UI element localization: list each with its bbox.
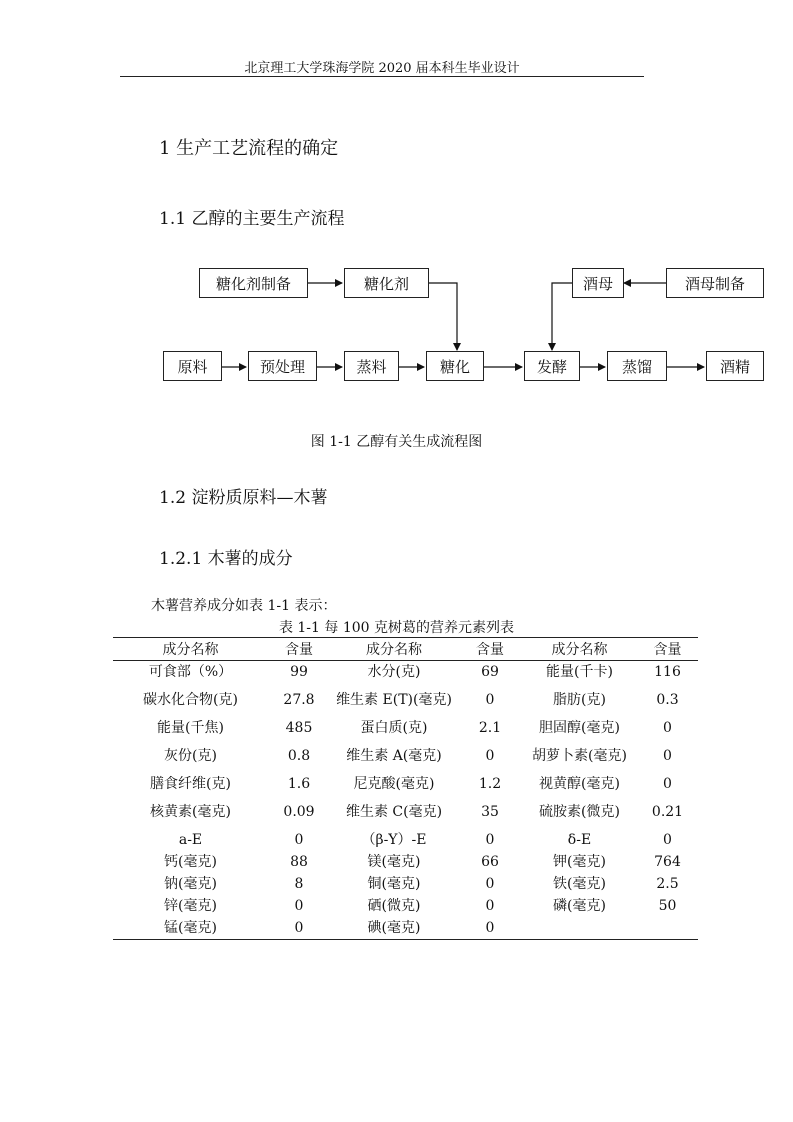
- section-1-2-1-title: 1.2.1 木薯的成分: [159, 549, 293, 569]
- table-cell: 0: [485, 919, 495, 936]
- table-cell: 0.09: [283, 803, 315, 820]
- table-cell: [522, 917, 637, 940]
- flow-box-saccharifying-agent: 糖化剂: [344, 268, 429, 298]
- table-row: [113, 917, 698, 940]
- table-cell: 8: [294, 875, 304, 892]
- table-cell: 能量(千焦): [157, 719, 224, 736]
- section-1-title: 1 生产工艺流程的确定: [159, 138, 339, 159]
- table-row: [113, 683, 698, 717]
- table-cell: 可食部（%）: [148, 663, 233, 680]
- table-cell: 0.3: [656, 691, 679, 708]
- flow-box-yeast: 酒母: [572, 268, 624, 298]
- table-title: 表 1-1 每 100 克树葛的营养元素列表: [278, 620, 515, 636]
- table-header-cell: 成分名称: [113, 638, 268, 661]
- table-header-cell: 含量: [458, 638, 522, 661]
- table-cell: 钠(毫克): [164, 875, 217, 892]
- table-cell: a-E: [178, 831, 203, 848]
- table-cell: 99: [290, 663, 308, 680]
- nutrition-table: [113, 637, 698, 940]
- table-cell: 0: [485, 747, 495, 764]
- table-cell: 铁(毫克): [553, 875, 606, 892]
- table-cell: 维生素 A(毫克): [346, 747, 442, 764]
- table-cell: 核黄素(毫克): [150, 803, 231, 820]
- table-cell: 764: [654, 853, 681, 870]
- table-header-cell: 成分名称: [522, 638, 637, 661]
- table-cell: 0: [663, 775, 672, 792]
- table-cell: 0: [485, 831, 495, 848]
- table-row: [113, 895, 698, 917]
- table-cell: 尼克酸(毫克): [353, 775, 435, 792]
- table-row: [113, 851, 698, 873]
- table-cell: 脂肪(克): [553, 691, 606, 708]
- figure-caption: 图 1-1 乙醇有关生成流程图: [310, 434, 483, 450]
- page-header: 北京理工大学珠海学院 2020 届本科生毕业设计: [244, 61, 520, 76]
- table-cell: 维生素 C(毫克): [345, 803, 443, 820]
- table-cell: 116: [654, 663, 681, 680]
- flow-box-saccharifying-agent-prep: 糖化剂制备: [199, 268, 308, 298]
- table-cell: 0.8: [287, 747, 311, 764]
- section-1-2-title: 1.2 淀粉质原料—木薯: [159, 488, 328, 508]
- table-cell: 0: [485, 875, 495, 892]
- section-1-1-title: 1.1 乙醇的主要生产流程: [159, 209, 345, 229]
- table-row: [113, 739, 698, 773]
- table-cell: 碳水化合物(克): [143, 691, 238, 708]
- flow-box-distillation: 蒸馏: [607, 351, 667, 381]
- table-cell: 能量(千卡): [546, 663, 613, 680]
- table-cell: 镁(毫克): [367, 853, 421, 870]
- table-cell: 膳食纤维(克): [150, 775, 231, 792]
- table-row: [113, 661, 698, 684]
- table-cell: 66: [481, 853, 499, 870]
- table-row: [113, 717, 698, 739]
- flow-box-pretreatment: 预处理: [248, 351, 317, 381]
- table-row: [113, 873, 698, 895]
- flow-box-yeast-prep: 酒母制备: [666, 268, 764, 298]
- table-cell: 0: [663, 747, 672, 764]
- table-cell: 碘(毫克): [367, 919, 421, 936]
- table-cell: 蛋白质(克): [360, 719, 428, 736]
- table-cell: 硫胺素(微克): [539, 803, 620, 820]
- table-cell: 27.8: [283, 691, 315, 708]
- table-cell: 锌(毫克): [164, 897, 217, 914]
- table-intro-paragraph: 木薯营养成分如表 1-1 表示：: [151, 598, 337, 614]
- table-cell: 胆固醇(毫克): [539, 719, 620, 736]
- table-cell: 视黄醇(毫克): [539, 775, 620, 792]
- table-cell: 锰(毫克): [164, 919, 217, 936]
- table-cell: 钙(毫克): [164, 853, 217, 870]
- table-cell: 磷(毫克): [553, 897, 606, 914]
- table-cell: 88: [290, 853, 308, 870]
- table-cell: 0: [294, 831, 304, 848]
- table-cell: 2.5: [656, 875, 679, 892]
- table-cell: 钾(毫克): [553, 853, 606, 870]
- flow-box-saccharification: 糖化: [426, 351, 484, 381]
- table-cell: 0: [485, 897, 495, 914]
- table-cell: 0: [485, 691, 495, 708]
- flow-box-fermentation: 发酵: [524, 351, 580, 381]
- table-cell: 1.6: [287, 775, 311, 792]
- table-cell: 50: [658, 897, 677, 914]
- table-header-cell: 成分名称: [330, 638, 458, 661]
- table-cell: 0.21: [651, 803, 684, 820]
- table-cell: 灰份(克): [164, 747, 217, 764]
- table-cell: 维生素 E(T)(毫克): [336, 691, 452, 708]
- table-cell: 485: [285, 719, 313, 736]
- flow-box-raw-material: 原料: [163, 351, 222, 381]
- table-cell: 69: [481, 663, 499, 680]
- table-header-cell: 含量: [637, 638, 698, 661]
- table-cell: 35: [481, 803, 499, 820]
- table-cell: 胡萝卜素(毫克): [532, 747, 627, 764]
- table-cell: 水分(克): [367, 663, 421, 680]
- table-row: [113, 795, 698, 829]
- table-cell: 0: [294, 919, 304, 936]
- table-header-cell: 含量: [268, 638, 330, 661]
- table-cell: 硒(微克): [367, 897, 421, 914]
- table-header-row: [113, 638, 698, 661]
- table-cell: 0: [663, 719, 672, 736]
- flow-box-alcohol: 酒精: [706, 351, 764, 381]
- table-cell: 2.1: [478, 719, 502, 736]
- table-row: [113, 829, 698, 851]
- table-row: [113, 773, 698, 795]
- table-cell: 铜(毫克): [367, 875, 421, 892]
- table-cell: [637, 917, 698, 940]
- flow-box-steaming: 蒸料: [344, 351, 399, 381]
- table-cell: δ-E: [567, 831, 592, 848]
- table-cell: 0: [294, 897, 304, 914]
- table-cell: 1.2: [478, 775, 502, 792]
- table-cell: （β-Y）-E: [361, 831, 427, 848]
- table-cell: 0: [663, 831, 672, 848]
